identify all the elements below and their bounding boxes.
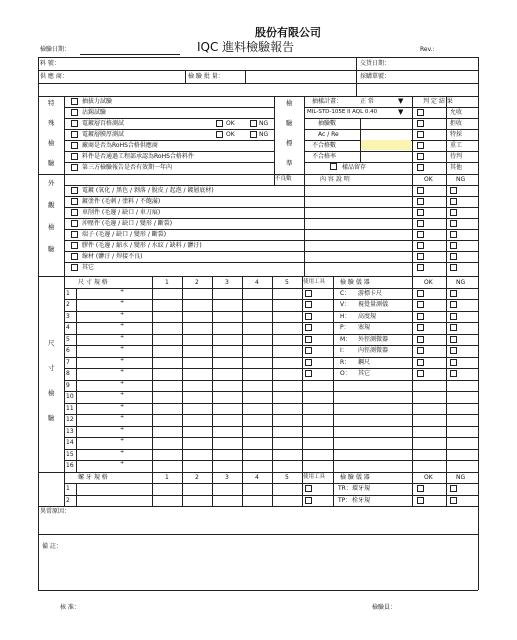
tolerance-sign: +	[120, 425, 125, 432]
ok-col-header: OK	[424, 473, 433, 481]
table-line	[64, 299, 478, 300]
dimension-row-number: 14	[66, 439, 74, 446]
judgment-checkbox[interactable]	[417, 142, 424, 149]
table-line	[274, 96, 275, 174]
dimension-ng-checkbox[interactable]	[450, 347, 457, 354]
appearance-side-char: 觀	[48, 201, 55, 209]
tolerance-sign: +	[120, 287, 125, 294]
dropdown-arrow-icon[interactable]: ▼	[398, 97, 404, 105]
ng-col-header: NG	[456, 473, 466, 481]
special-ok-checkbox[interactable]	[216, 120, 223, 127]
appearance-item-label: 電鍍 (氧化 / 黑色 / 剝落 / 脫皮 / 起泡 / 鍍層底材)	[82, 187, 214, 194]
table-line	[64, 403, 478, 404]
tool-checkbox[interactable]	[305, 336, 312, 343]
instrument-code: P：	[340, 324, 350, 331]
tool-checkbox[interactable]	[305, 313, 312, 320]
table-line	[64, 276, 65, 472]
tool-checkbox[interactable]	[305, 370, 312, 377]
table-line	[64, 185, 478, 186]
instrument-col-header: 檢 驗 儀 器	[340, 473, 370, 481]
table-line	[478, 57, 479, 590]
inspector-label: 檢驗員：	[372, 604, 397, 611]
appearance-side-char: 檢	[48, 223, 55, 231]
dimension-row-number: 12	[66, 416, 74, 423]
table-line	[304, 129, 412, 130]
thread-spec-header: 螺 牙 規 格	[78, 473, 108, 481]
dimension-spec-header: 尺 寸 規 格	[78, 279, 108, 286]
tolerance-sign: +	[120, 414, 125, 420]
appearance-side-char: 外	[48, 179, 55, 187]
tool-col-header: 使用工具	[303, 473, 326, 480]
special-ok-checkbox[interactable]	[216, 131, 223, 138]
dimension-row-number: 2	[66, 301, 70, 308]
appearance-item-checkbox[interactable]	[71, 187, 78, 194]
dimension-col-header: 3	[225, 279, 229, 286]
table-line	[64, 129, 274, 130]
form-title: IQC 進料檢驗報告	[197, 40, 295, 54]
thread-ok-checkbox[interactable]	[417, 485, 424, 492]
judgment-label: 待判	[450, 153, 463, 160]
judgment-label: 重工	[450, 142, 463, 149]
dimension-col-header: 1	[165, 279, 169, 286]
instrument-code: TP：	[338, 496, 352, 504]
special-side-char: 檢	[48, 139, 55, 147]
tool-checkbox[interactable]	[305, 324, 312, 331]
appearance-ok-checkbox[interactable]	[417, 242, 424, 249]
table-line	[412, 174, 413, 276]
appearance-ng-checkbox[interactable]	[450, 198, 457, 205]
table-line	[272, 472, 273, 507]
table-line	[412, 118, 478, 119]
table-line	[302, 276, 303, 472]
sample-keep-checkbox[interactable]	[330, 163, 337, 170]
appearance-item-checkbox[interactable]	[71, 209, 78, 216]
thread-ng-checkbox[interactable]	[450, 485, 457, 492]
appearance-ok-checkbox[interactable]	[417, 264, 424, 271]
thread-col-header: 1	[165, 473, 169, 481]
dimension-ng-checkbox[interactable]	[450, 324, 457, 331]
standard-side-char: 驗	[286, 119, 293, 127]
dimension-row-number: 10	[66, 393, 74, 400]
appearance-ok-checkbox[interactable]	[417, 231, 424, 238]
dimension-ng-checkbox[interactable]	[450, 336, 457, 343]
ng-label: NG	[259, 131, 269, 138]
dimension-ng-checkbox[interactable]	[450, 370, 457, 377]
sampling-label: 抽樣計畫：	[312, 98, 343, 105]
appearance-item-label: 端子 (毛邊 / 缺口 / 變形 / 斷裂)	[82, 231, 167, 238]
appearance-ok-checkbox[interactable]	[417, 253, 424, 260]
judgment-label: 允收	[450, 109, 463, 116]
table-line	[412, 107, 478, 108]
table-line	[304, 162, 412, 163]
mil-standard: MIL-STD-105E II AQL 0.40	[307, 109, 378, 115]
tool-checkbox[interactable]	[305, 301, 312, 308]
table-line	[64, 207, 478, 208]
appearance-ng-checkbox[interactable]	[450, 242, 457, 249]
special-item-label: 沾錫試驗	[82, 109, 107, 116]
appearance-item-checkbox[interactable]	[71, 198, 78, 205]
thread-row-number: 2	[66, 496, 70, 504]
tolerance-sign: +	[120, 437, 125, 443]
dimension-row-number: 16	[66, 462, 74, 469]
instrument-code: H：	[340, 312, 351, 320]
standard-side-char: 檢	[286, 99, 293, 107]
special-item-checkbox[interactable]	[71, 120, 78, 127]
table-line	[64, 380, 478, 381]
table-line	[38, 57, 39, 590]
dimension-ok-checkbox[interactable]	[417, 370, 424, 377]
dimension-ng-checkbox[interactable]	[450, 290, 457, 297]
thread-ok-checkbox[interactable]	[417, 497, 424, 504]
defect-col-header: 不良數	[275, 176, 292, 182]
judgment-checkbox[interactable]	[417, 164, 424, 171]
dimension-ng-checkbox[interactable]	[450, 301, 457, 308]
dimension-ok-checkbox[interactable]	[417, 347, 424, 354]
supplier-label: 供 應 商：	[40, 73, 68, 80]
tolerance-sign: +	[120, 322, 125, 328]
thread-col-header: 4	[255, 473, 259, 481]
table-line	[272, 276, 273, 472]
appearance-item-checkbox[interactable]	[71, 253, 78, 260]
instrument-code: I：	[340, 347, 348, 354]
table-line	[412, 140, 478, 141]
table-line	[38, 590, 478, 591]
table-line	[64, 118, 274, 119]
table-line	[64, 357, 478, 358]
thread-col-header: 3	[225, 473, 229, 481]
tool-checkbox[interactable]	[305, 290, 312, 297]
dimension-side-char: 驗	[48, 414, 55, 422]
table-line	[412, 151, 478, 152]
table-line	[304, 107, 412, 108]
appearance-ok-checkbox[interactable]	[417, 198, 424, 205]
rev-label: Rev.:	[420, 46, 435, 53]
instrument-name: 內徑測微器	[358, 347, 389, 354]
appearance-ng-checkbox[interactable]	[450, 253, 457, 260]
special-side-char: 特	[48, 99, 55, 107]
special-item-label: 料件是否通過工程部承認為RoHS合格料件	[82, 153, 194, 160]
table-line	[64, 495, 478, 496]
appearance-item-label: 其它	[82, 264, 95, 271]
ng-col-header: NG	[456, 279, 466, 286]
table-line	[245, 70, 246, 83]
thread-col-header: 5	[285, 473, 289, 481]
table-line	[38, 83, 478, 84]
table-line	[304, 174, 305, 276]
appearance-ok-checkbox[interactable]	[417, 209, 424, 216]
ok-label: OK	[226, 120, 235, 127]
table-line	[64, 460, 478, 461]
table-line	[64, 322, 478, 323]
table-line	[64, 472, 65, 507]
dimension-row-number: 8	[66, 370, 70, 377]
table-line	[242, 472, 243, 507]
special-item-label: 第三方檢驗報告是否有效期一年內	[82, 164, 173, 171]
appearance-item-checkbox[interactable]	[71, 242, 78, 249]
dimension-row-number: 9	[66, 381, 70, 389]
judgment-label: 拒收	[450, 120, 463, 127]
dimension-row-number: 6	[66, 347, 70, 354]
table-line	[38, 506, 478, 507]
dropdown-arrow-icon[interactable]: ▼	[398, 108, 404, 116]
dimension-ok-checkbox[interactable]	[417, 324, 424, 331]
dimension-side-char: 檢	[48, 389, 55, 397]
instrument-code: TR：	[338, 485, 352, 492]
table-line	[38, 57, 478, 58]
tool-checkbox[interactable]	[305, 497, 312, 504]
dimension-row-number: 13	[66, 427, 74, 435]
special-item-checkbox[interactable]	[71, 153, 78, 160]
table-line	[446, 472, 447, 507]
dimension-ng-checkbox[interactable]	[450, 359, 457, 366]
special-item-label: 電鍍層膜厚測試	[82, 131, 125, 138]
thread-col-header: 2	[195, 473, 199, 481]
table-line	[64, 391, 478, 392]
table-line	[446, 276, 447, 472]
special-item-checkbox[interactable]	[71, 109, 78, 116]
tolerance-sign: +	[120, 402, 125, 409]
remark-label: 備 註：	[42, 543, 62, 550]
ok-col-header: OK	[424, 279, 433, 286]
thread-ng-checkbox[interactable]	[450, 497, 457, 504]
appearance-item-label: 線材 (髒汙 / 焊接不良)	[82, 253, 143, 260]
appearance-item-label: 沖壓件 (毛邊 / 缺口 / 變形 / 斷裂)	[82, 220, 173, 227]
instrument-name: 鋼尺	[358, 358, 371, 366]
table-line	[64, 162, 274, 163]
table-line	[64, 218, 478, 219]
instrument-code: O：	[340, 370, 351, 377]
table-line	[446, 174, 447, 276]
table-line	[64, 251, 478, 252]
appearance-ng-checkbox[interactable]	[450, 220, 457, 227]
judgment-checkbox[interactable]	[417, 131, 424, 138]
special-item-checkbox[interactable]	[71, 98, 78, 105]
dimension-side-char: 寸	[48, 364, 55, 372]
tolerance-sign: +	[120, 379, 125, 386]
table-line	[356, 57, 357, 96]
tool-checkbox[interactable]	[305, 359, 312, 366]
table-line	[333, 276, 334, 472]
instrument-code: C：	[340, 289, 351, 297]
dimension-row-number: 15	[66, 450, 74, 458]
table-line	[64, 196, 478, 197]
appearance-ng-checkbox[interactable]	[450, 209, 457, 216]
table-line	[64, 426, 478, 427]
tolerance-sign: +	[120, 345, 125, 351]
table-line	[38, 534, 478, 535]
appearance-ng-checkbox[interactable]	[450, 231, 457, 238]
instrument-name: 視覺量測儀	[358, 301, 389, 308]
instrument-name: 游標卡尺	[358, 289, 383, 297]
judgment-checkbox[interactable]	[417, 120, 424, 127]
dimension-ng-checkbox[interactable]	[450, 313, 457, 320]
instrument-col-header: 檢 驗 儀 器	[340, 279, 370, 286]
inspection-date-label: 檢驗日期：	[40, 46, 71, 53]
special-ng-checkbox[interactable]	[250, 131, 257, 138]
table-line	[412, 472, 413, 507]
table-line	[412, 276, 413, 472]
ok-label: OK	[226, 131, 235, 138]
sample-keep-label: 樣品留存	[342, 164, 367, 171]
special-item-label: 電鍍層百格測試	[82, 120, 125, 127]
special-side-char: 驗	[48, 159, 55, 167]
content-col-header: 內 容 說 明	[320, 176, 350, 183]
table-line	[64, 174, 65, 276]
special-side-char: 殊	[48, 119, 55, 127]
tolerance-sign: +	[120, 356, 125, 363]
tool-checkbox[interactable]	[305, 485, 312, 492]
ng-label: NG	[259, 120, 269, 127]
tool-checkbox[interactable]	[305, 347, 312, 354]
appearance-item-label: 鍍塗件 (毛刺 / 塗料 / 不飽滿)	[82, 198, 161, 205]
appearance-item-label: 車削件 (毛邊 / 缺口 / 車刀痕)	[82, 209, 161, 216]
table-line	[64, 151, 274, 152]
special-item-checkbox[interactable]	[71, 142, 78, 149]
table-line	[64, 262, 478, 263]
dimension-ok-checkbox[interactable]	[417, 313, 424, 320]
special-item-checkbox[interactable]	[71, 131, 78, 138]
inspect-qty-label: 檢 驗 批 量：	[188, 73, 224, 80]
table-line	[304, 151, 412, 152]
judgment-label: 特採	[450, 131, 463, 138]
table-line	[64, 107, 274, 108]
appearance-item-checkbox[interactable]	[71, 231, 78, 238]
tolerance-sign: +	[120, 333, 125, 340]
tolerance-sign: +	[120, 299, 125, 305]
table-line	[38, 70, 478, 71]
table-line	[64, 311, 478, 312]
special-item-label: 廠商是否為RoHS合格供應商	[82, 142, 158, 149]
dimension-col-header: 4	[255, 279, 259, 286]
dimension-side-char: 尺	[48, 339, 55, 347]
abnormal-reason-label: 異常原因：	[40, 508, 71, 515]
appearance-ok-checkbox[interactable]	[417, 220, 424, 227]
table-line	[185, 70, 186, 83]
dimension-row-number: 11	[66, 404, 74, 412]
defect-count-field[interactable]	[361, 140, 411, 150]
instrument-name: 外徑測微器	[358, 335, 389, 343]
appearance-side-char: 驗	[48, 245, 55, 253]
instrument-name: 栓牙規	[352, 496, 371, 504]
dimension-ok-checkbox[interactable]	[417, 336, 424, 343]
acre-label: Ac / Re	[318, 131, 339, 138]
instrument-code: R：	[340, 358, 351, 366]
table-line	[64, 368, 478, 369]
tool-col-header: 使用工具	[303, 279, 326, 285]
tolerance-sign: +	[120, 310, 125, 317]
dimension-row-number: 3	[66, 312, 70, 320]
delivery-date-label: 交貨日期：	[360, 60, 391, 67]
table-line	[304, 118, 412, 119]
table-line	[64, 240, 478, 241]
table-line	[64, 449, 478, 450]
instrument-name: 其它	[358, 370, 371, 377]
ok-col-header: OK	[424, 176, 433, 183]
dimension-row-number: 4	[66, 324, 70, 331]
table-line	[64, 334, 478, 335]
sampling-value: 正 常	[360, 98, 374, 105]
standard-side-char: 標	[286, 139, 293, 147]
instrument-name: 高度規	[358, 312, 377, 320]
material-no-label: 料 號：	[40, 60, 60, 67]
dimension-row-number: 7	[66, 358, 70, 366]
dimension-row-number: 1	[66, 289, 70, 297]
table-line	[64, 229, 478, 230]
purchase-no-label: 採購單號：	[360, 73, 391, 80]
table-line	[64, 140, 274, 141]
table-line	[80, 54, 180, 55]
table-line	[412, 162, 478, 163]
tolerance-sign: +	[120, 391, 125, 397]
judgment-header: 判 定 結 果	[423, 98, 453, 105]
judgment-checkbox[interactable]	[417, 153, 424, 160]
approve-label: 核 准：	[60, 604, 80, 611]
dimension-ok-checkbox[interactable]	[417, 301, 424, 308]
instrument-code: V：	[340, 301, 351, 308]
dimension-ok-checkbox[interactable]	[417, 290, 424, 297]
table-line	[412, 129, 478, 130]
standard-side-char: 準	[286, 159, 293, 167]
table-line	[64, 437, 478, 438]
table-line	[182, 276, 183, 472]
special-item-checkbox[interactable]	[71, 164, 78, 171]
instrument-name: 環牙規	[352, 485, 371, 492]
table-line	[64, 414, 478, 415]
tolerance-sign: +	[120, 368, 125, 374]
dimension-col-header: 2	[195, 279, 199, 286]
dimension-col-header: 5	[285, 279, 289, 286]
dimension-ok-checkbox[interactable]	[417, 359, 424, 366]
appearance-item-label: 膠件 (毛邊 / 縮水 / 變形 / 水紋 / 缺料 / 髒汙)	[82, 242, 202, 249]
table-line	[64, 483, 478, 484]
appearance-ok-checkbox[interactable]	[417, 187, 424, 194]
table-line	[333, 472, 334, 507]
tolerance-sign: +	[120, 448, 125, 455]
table-line	[152, 472, 153, 507]
dimension-row-number: 5	[66, 335, 70, 343]
company-name: 股份有限公司	[255, 26, 321, 39]
appearance-item-checkbox[interactable]	[71, 264, 78, 271]
table-line	[152, 276, 153, 472]
table-line	[64, 345, 478, 346]
instrument-name: 塞規	[358, 324, 371, 331]
special-item-label: 抽拔力試驗	[82, 98, 113, 105]
special-ng-checkbox[interactable]	[250, 120, 257, 127]
instrument-code: M：	[340, 335, 352, 343]
defect-rate-label: 不合格率	[312, 153, 337, 160]
judgment-checkbox[interactable]	[417, 109, 424, 116]
defect-count-label: 不合格數	[312, 142, 337, 149]
table-line	[64, 288, 478, 289]
table-line	[182, 472, 183, 507]
ng-col-header: NG	[456, 176, 466, 183]
table-line	[212, 472, 213, 507]
appearance-item-checkbox[interactable]	[71, 220, 78, 227]
sample-count-label: 抽驗數	[318, 120, 337, 127]
appearance-ng-checkbox[interactable]	[450, 264, 457, 271]
appearance-ng-checkbox[interactable]	[450, 187, 457, 194]
thread-row-number: 1	[66, 485, 70, 492]
tolerance-sign: +	[120, 460, 125, 466]
judgment-label: 其他	[450, 164, 463, 171]
table-line	[212, 276, 213, 472]
table-line	[242, 276, 243, 472]
